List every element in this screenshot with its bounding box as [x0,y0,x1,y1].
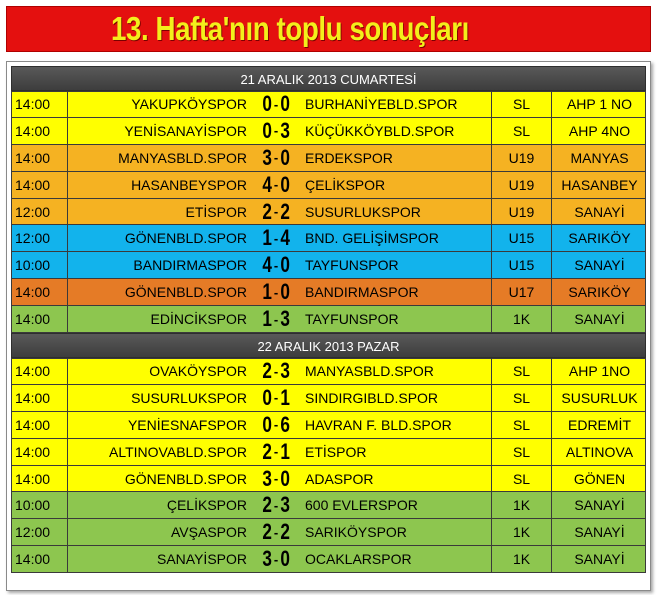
home-team: AVŞASPOR [171,524,247,541]
score-separator: - [273,284,279,300]
results-table [6,61,651,591]
venue: SARIKÖY [568,230,631,247]
match-score [249,439,303,465]
match-score [249,546,303,572]
venue: SANAYİ [574,203,625,220]
league-code: U15 [492,252,552,278]
home-score: 3 [261,465,272,491]
score-separator: - [273,177,279,193]
section-date-header: 21 ARALIK 2013 CUMARTESİ [11,66,646,91]
league-code: SL [492,92,552,117]
match-row [11,199,646,226]
home-score: 4 [261,252,272,278]
match-time: 14:00 [12,385,68,411]
match-score [249,466,303,492]
home-score: 1 [261,279,272,305]
away-team: ÇELİKSPOR [303,172,492,198]
league-code: 1K [492,519,552,545]
match-time: 14:00 [12,359,68,384]
away-score: 3 [280,492,291,518]
away-team: 600 EVLERSPOR [303,492,492,518]
league-code: SL [492,385,552,411]
match-time: 14:00 [12,92,68,117]
score-separator: - [273,311,279,327]
score-separator: - [273,471,279,487]
away-score: 2 [280,519,291,545]
match-row [11,492,646,519]
match-row [11,466,646,493]
venue: SANAYİ [574,497,625,514]
match-time: 14:00 [12,279,68,305]
match-score [249,172,303,198]
results-table-body [11,66,646,573]
home-team: YENİESNAFSPOR [127,416,247,433]
home-team: HASANBEYSPOR [131,176,247,193]
match-time: 14:00 [12,439,68,465]
away-score: 1 [280,384,291,410]
match-time: 14:00 [12,466,68,492]
home-score: 3 [261,546,272,572]
home-team: ÇELİKSPOR [166,497,247,514]
score-separator: - [273,390,279,406]
match-score [249,519,303,545]
score-separator: - [273,96,279,112]
away-team: SINDIRGIBLD.SPOR [303,385,492,411]
page-title: 13. Hafta'nın toplu sonuçları [111,10,469,47]
league-code: 1K [492,546,552,572]
match-row [11,546,646,573]
away-team: HAVRAN F. BLD.SPOR [303,412,492,438]
match-time: 12:00 [12,519,68,545]
home-score: 2 [261,519,272,545]
home-score: 0 [261,384,272,410]
home-team: GÖNENBLD.SPOR [124,470,247,487]
score-separator: - [273,444,279,460]
away-score: 2 [280,198,291,224]
away-score: 0 [280,279,291,305]
venue: AHP 1 NO [566,96,633,113]
league-code: SL [492,439,552,465]
match-row [11,412,646,439]
score-separator: - [273,524,279,540]
home-score: 2 [261,358,272,384]
match-score [249,145,303,171]
match-score [249,92,303,117]
league-code: U17 [492,279,552,305]
venue: EDREMİT [568,416,631,433]
league-code: U15 [492,225,552,251]
away-team: SARIKÖYSPOR [303,519,492,545]
home-score: 1 [261,306,272,332]
home-score: 4 [261,171,272,197]
away-score: 3 [280,306,291,332]
league-code: SL [492,118,552,144]
match-row [11,252,646,279]
venue: SANAYİ [574,257,625,274]
away-score: 0 [280,465,291,491]
match-time: 14:00 [12,172,68,198]
match-score [249,118,303,144]
home-team: OVAKÖYSPOR [149,363,247,380]
league-code: U19 [492,172,552,198]
match-row [11,279,646,306]
home-score: 0 [261,117,272,143]
home-score: 2 [261,492,272,518]
away-score: 3 [280,358,291,384]
home-team: EDİNCİKSPOR [150,311,247,328]
away-score: 0 [280,144,291,170]
match-time: 10:00 [12,252,68,278]
match-score [249,199,303,225]
match-row [11,118,646,145]
venue: MANYAS [570,149,629,166]
match-time: 10:00 [12,492,68,518]
home-score: 0 [261,411,272,437]
score-separator: - [273,123,279,139]
match-score [249,225,303,251]
match-score [249,306,303,332]
home-team: ETİSPOR [185,203,247,220]
score-separator: - [273,257,279,273]
match-time: 14:00 [12,118,68,144]
away-team: BANDIRMASPOR [303,279,492,305]
venue: SUSURLUK [561,389,638,406]
match-score [249,252,303,278]
away-team: ADASPOR [303,466,492,492]
away-score: 0 [280,546,291,572]
score-separator: - [273,497,279,513]
league-code: SL [492,412,552,438]
league-code: SL [492,466,552,492]
match-row [11,225,646,252]
match-row [11,306,646,333]
match-row [11,385,646,412]
home-team: ALTINOVABLD.SPOR [109,443,247,460]
home-score: 3 [261,144,272,170]
home-team: SANAYİSPOR [157,551,247,568]
away-team: KÜÇÜKKÖYBLD.SPOR [303,118,492,144]
venue: AHP 1NO [568,363,631,380]
away-score: 1 [280,438,291,464]
away-team: BURHANİYEBLD.SPOR [303,92,492,117]
match-time: 12:00 [12,225,68,251]
away-team: ETİSPOR [303,439,492,465]
match-row [11,519,646,546]
match-row [11,358,646,385]
match-score [249,279,303,305]
match-score [249,492,303,518]
home-score: 2 [261,198,272,224]
home-score: 1 [261,225,272,251]
league-code: U19 [492,199,552,225]
venue: GÖNEN [573,470,626,487]
match-time: 14:00 [12,145,68,171]
score-separator: - [273,551,279,567]
home-team: BANDIRMASPOR [133,257,247,274]
away-team: BND. GELİŞİMSPOR [303,225,492,251]
home-team: GÖNENBLD.SPOR [124,284,247,301]
venue: SANAYİ [574,524,625,541]
match-time: 14:00 [12,546,68,572]
score-separator: - [273,230,279,246]
away-team: TAYFUNSPOR [303,252,492,278]
match-time: 14:00 [12,412,68,438]
match-row [11,145,646,172]
home-team: GÖNENBLD.SPOR [124,230,247,247]
venue: SANAYİ [574,311,625,328]
match-row [11,91,646,118]
away-team: OCAKLARSPOR [303,546,492,572]
match-score [249,412,303,438]
home-team: MANYASBLD.SPOR [118,149,247,166]
venue: ALTINOVA [565,443,634,460]
venue: SARIKÖY [568,284,631,301]
league-code: 1K [492,306,552,332]
title-banner [6,6,651,52]
away-score: 3 [280,117,291,143]
home-team: YAKUPKÖYSPOR [131,96,247,113]
section-date-header: 22 ARALIK 2013 PAZAR [11,333,646,358]
match-time: 12:00 [12,199,68,225]
home-score: 0 [261,91,272,117]
away-team: ERDEKSPOR [303,145,492,171]
score-separator: - [273,417,279,433]
score-separator: - [273,204,279,219]
away-score: 6 [280,411,291,437]
away-team: TAYFUNSPOR [303,306,492,332]
match-time: 14:00 [12,306,68,332]
home-team: YENİSANAYİSPOR [124,122,247,139]
score-separator: - [273,150,279,166]
venue: AHP 4NO [568,122,631,139]
score-separator: - [273,363,279,379]
league-code: U19 [492,145,552,171]
league-code: 1K [492,492,552,518]
home-team: SUSURLUKSPOR [131,389,247,406]
match-row [11,172,646,199]
match-row [11,439,646,466]
away-team: MANYASBLD.SPOR [303,359,492,384]
league-code: SL [492,359,552,384]
away-team: SUSURLUKSPOR [303,199,492,225]
away-score: 4 [280,225,291,251]
away-score: 0 [280,252,291,278]
home-score: 2 [261,438,272,464]
away-score: 0 [280,171,291,197]
match-score [249,385,303,411]
venue: HASANBEY [561,176,638,193]
venue: SANAYİ [574,551,625,568]
match-score [249,359,303,384]
away-score: 0 [280,91,291,117]
